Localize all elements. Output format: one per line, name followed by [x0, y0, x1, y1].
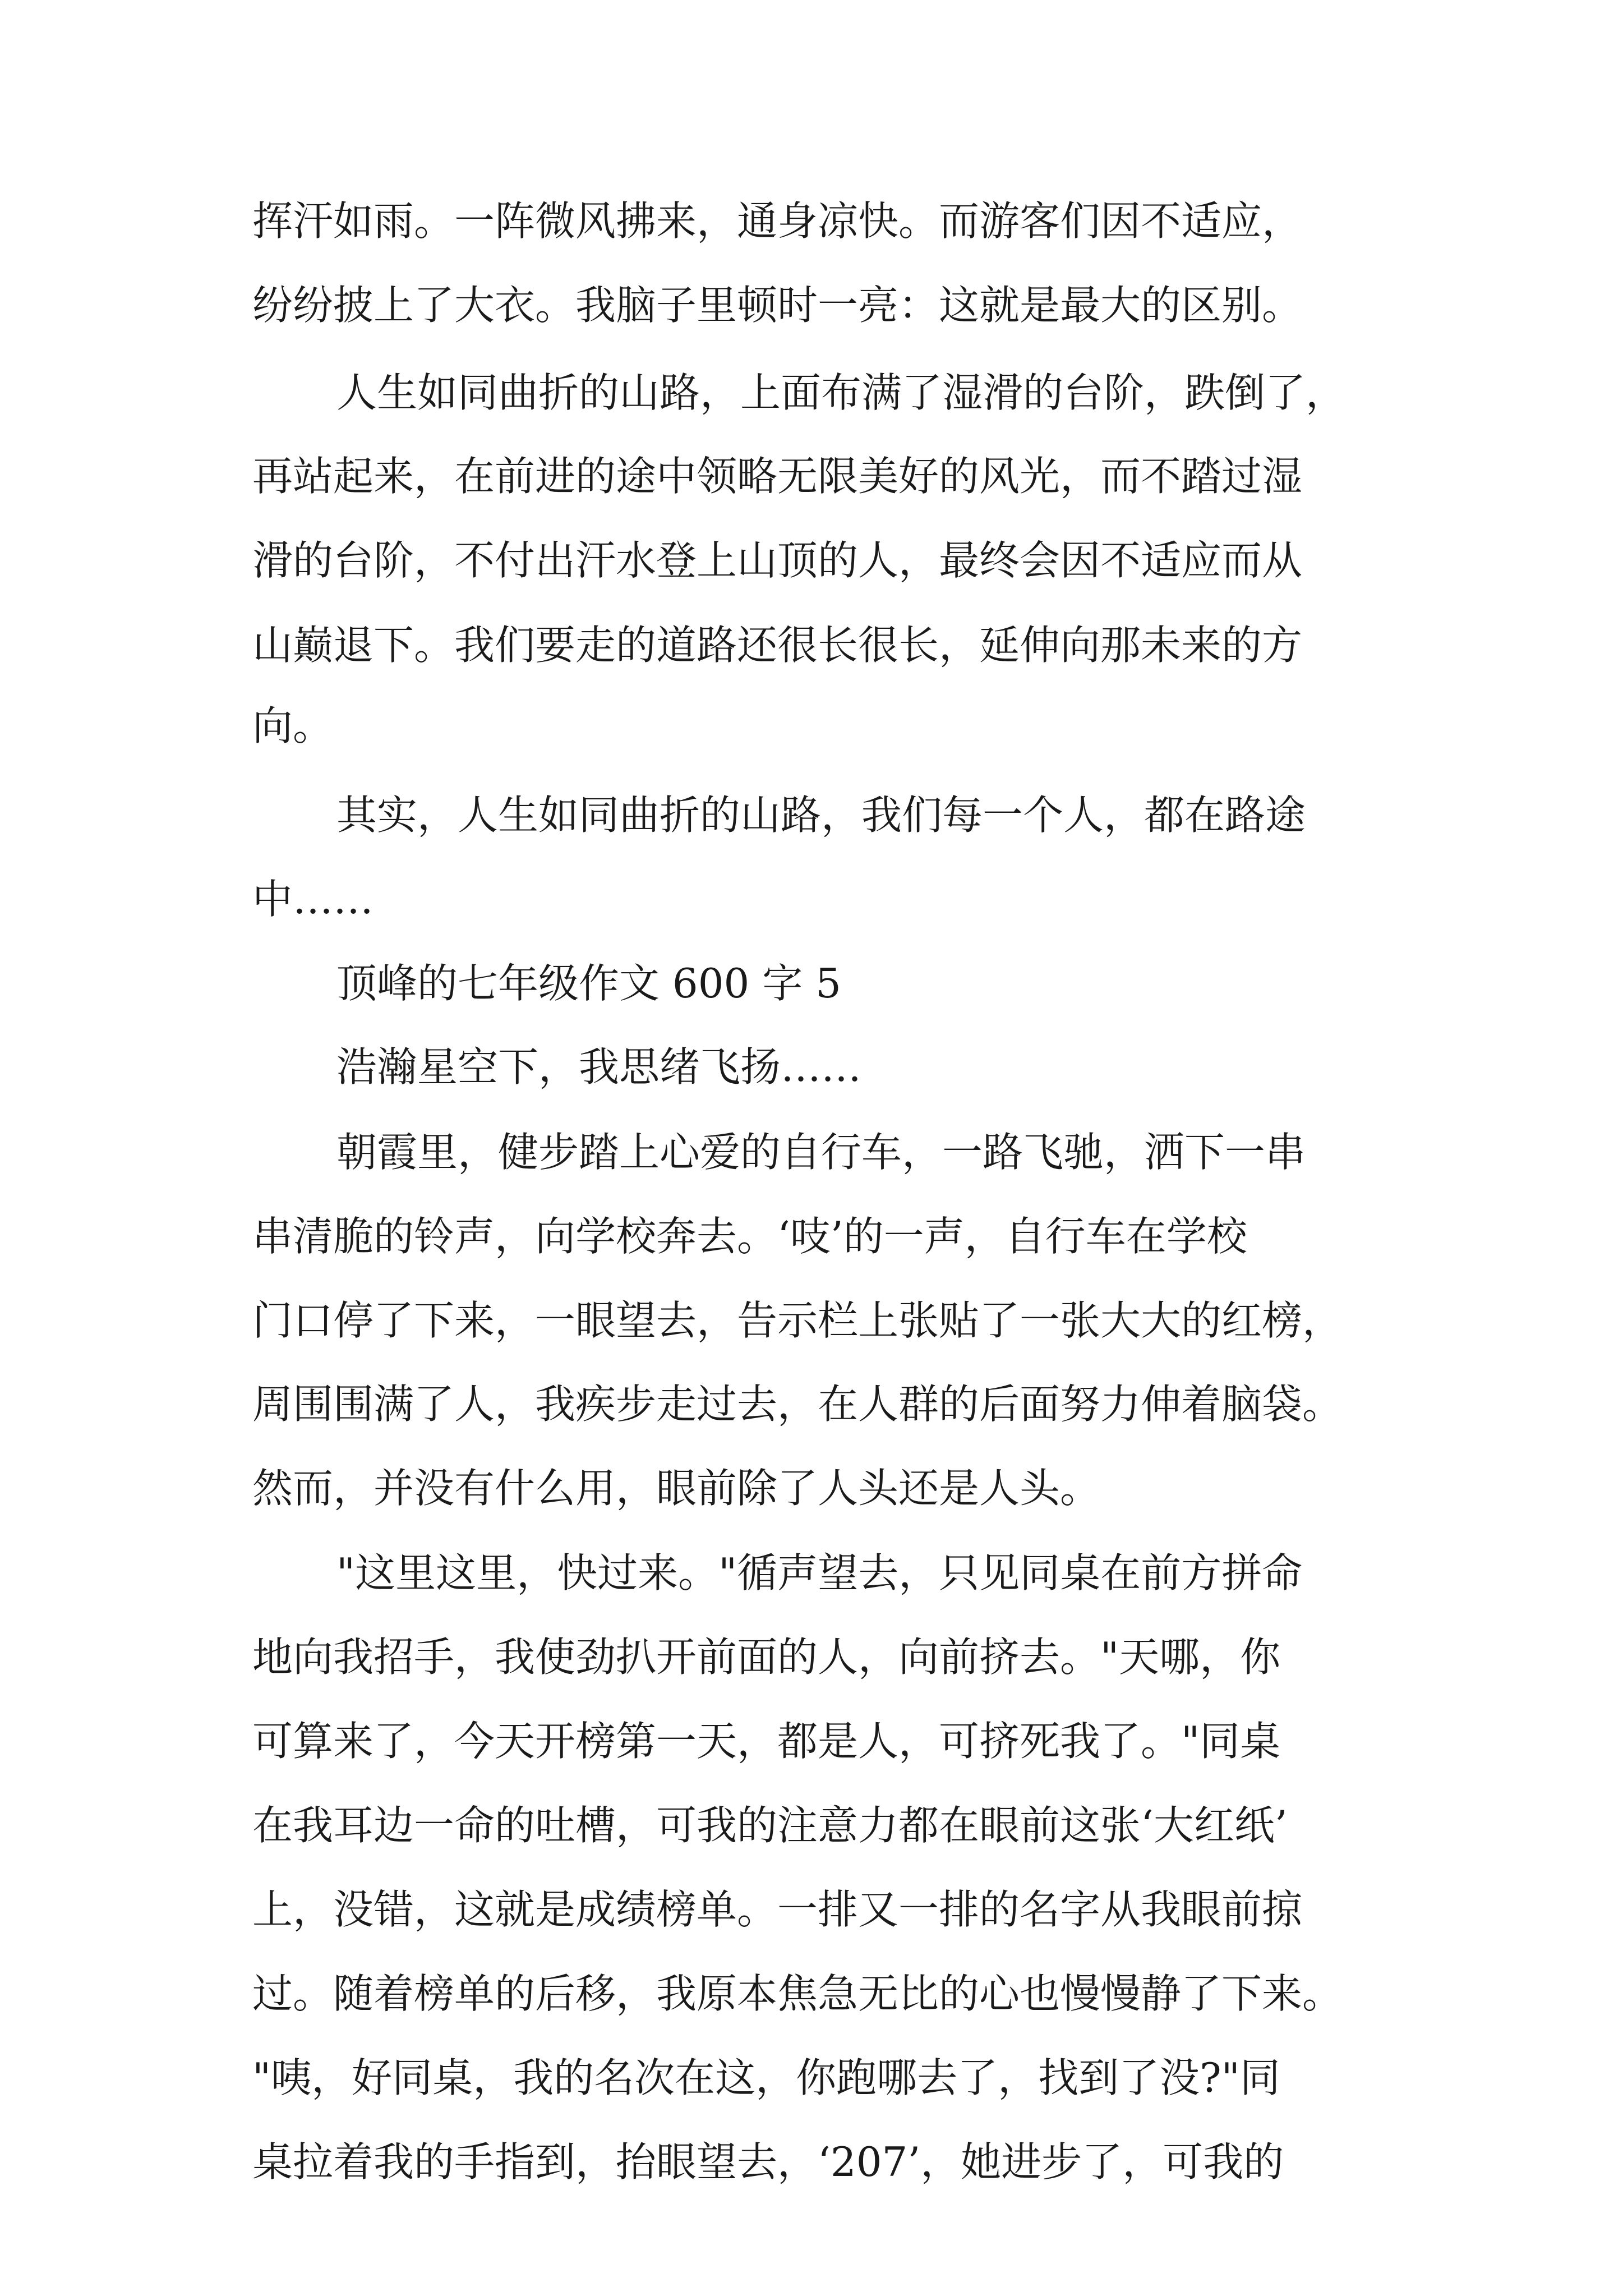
text-line: 在我耳边一命的吐槽，可我的注意力都在眼前这张‘大红纸’: [252, 1802, 1288, 1849]
text-line: 上，没错，这就是成绩榜单。一排又一排的名字从我眼前掠: [252, 1886, 1303, 1933]
text-line: 山巅退下。我们要走的道路还很长很长，延伸向那未来的方: [252, 622, 1303, 669]
text-line: 过。随着榜单的后移，我原本焦急无比的心也慢慢静了下来。: [252, 1970, 1343, 2017]
section-heading: 顶峰的七年级作文 600 字 5: [336, 960, 841, 1007]
text-line: 地向我招手，我使劲扒开前面的人，向前挤去。"天哪，你: [252, 1634, 1281, 1681]
text-line: 人生如同曲折的山路，上面布满了湿滑的台阶，跌倒了，: [336, 369, 1347, 416]
text-line: 浩瀚星空下，我思绪飞扬……: [336, 1043, 862, 1091]
text-line: 向。: [252, 702, 334, 749]
text-line: 可算来了，今天开榜第一天，都是人，可挤死我了。"同桌: [252, 1718, 1281, 1765]
text-line: 滑的台阶，不付出汗水登上山顶的人，最终会因不适应而从: [252, 537, 1303, 584]
text-line: 朝霞里，健步踏上心爱的自行车，一路飞驰，洒下一串: [336, 1129, 1306, 1176]
text-line: 中……: [252, 876, 374, 923]
text-line: 门口停了下来，一眼望去，告示栏上张贴了一张大大的红榜，: [252, 1297, 1343, 1344]
text-line: 挥汗如雨。一阵微风拂来，通身凉快。而游客们因不适应，: [252, 197, 1303, 245]
text-line: 纷纷披上了大衣。我脑子里顿时一亮：这就是最大的区别。: [252, 282, 1303, 329]
text-line: 串清脆的铃声，向学校奔去。‘吱’的一声，自行车在学校: [252, 1213, 1247, 1260]
text-line: "咦，好同桌，我的名次在这，你跑哪去了，找到了没?"同: [252, 2054, 1280, 2101]
text-line: "这里这里，快过来。"循声望去，只见同桌在前方拼命: [336, 1549, 1303, 1596]
text-line: 周围围满了人，我疾步走过去，在人群的后面努力伸着脑袋。: [252, 1381, 1343, 1428]
text-line: 其实，人生如同曲折的山路，我们每一个人，都在路途: [336, 792, 1306, 839]
text-line: 再站起来，在前进的途中领略无限美好的风光，而不踏过湿: [252, 453, 1303, 500]
text-line: 然而，并没有什么用，眼前除了人头还是人头。: [252, 1465, 1101, 1512]
text-line: 桌拉着我的手指到，抬眼望去，‘207’，她进步了，可我的: [252, 2138, 1284, 2185]
